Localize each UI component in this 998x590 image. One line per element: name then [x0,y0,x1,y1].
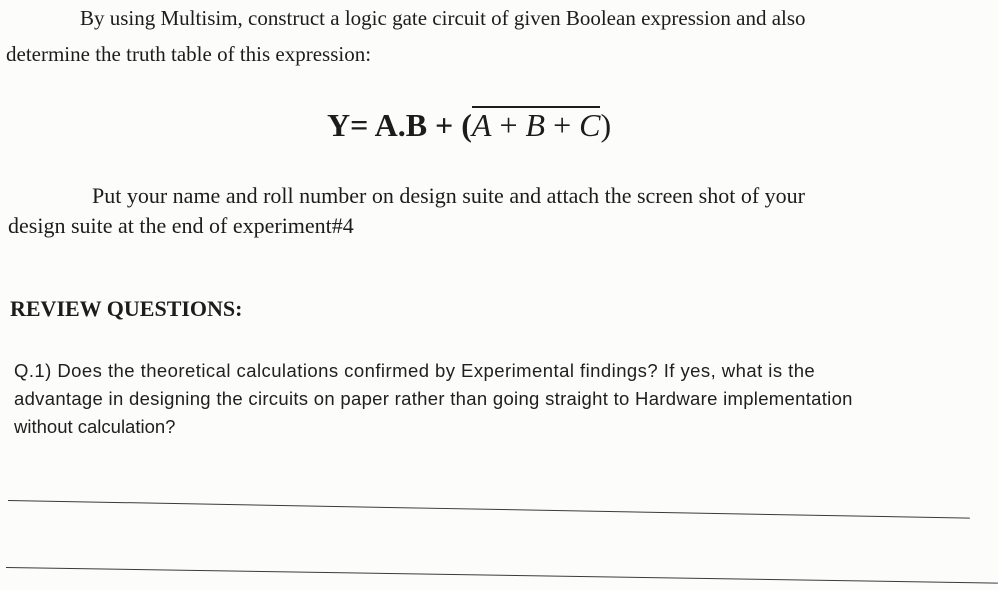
question-1-line-1: Q.1) Does the theoretical calculations confirmed by Experimental findings? If yes, what is the [14,360,816,381]
expression-plus-1: + [491,107,526,143]
expression-var-b: B [525,107,546,143]
submission-line-2: design suite at the end of experiment#4 [8,213,354,238]
answer-line-2[interactable] [6,567,998,584]
boolean-expression [327,106,611,143]
expression-complemented-term [472,106,601,141]
expression-plus-2: + [545,107,580,143]
expression-var-a: A [471,107,492,143]
instruction-line-2: determine the truth table of this expression: [6,42,372,66]
instruction-line-1: By using Multisim, construct a logic gate circuit of given Boolean expression and also [80,6,806,30]
review-questions-heading: REVIEW QUESTIONS: [10,296,243,321]
expression-var-c: C [579,107,601,143]
expression-close-paren: ) [600,107,612,143]
answer-line-1[interactable] [8,500,970,519]
submission-line-1: Put your name and roll number on design suite and attach the screen shot of your [92,183,805,208]
question-1-line-2: advantage in designing the circuits on paper rather than going straight to Hardware implementation [14,388,853,409]
question-1-line-3: without calculation? [14,416,176,437]
expression-lhs: Y= A.B + ( [327,107,472,143]
